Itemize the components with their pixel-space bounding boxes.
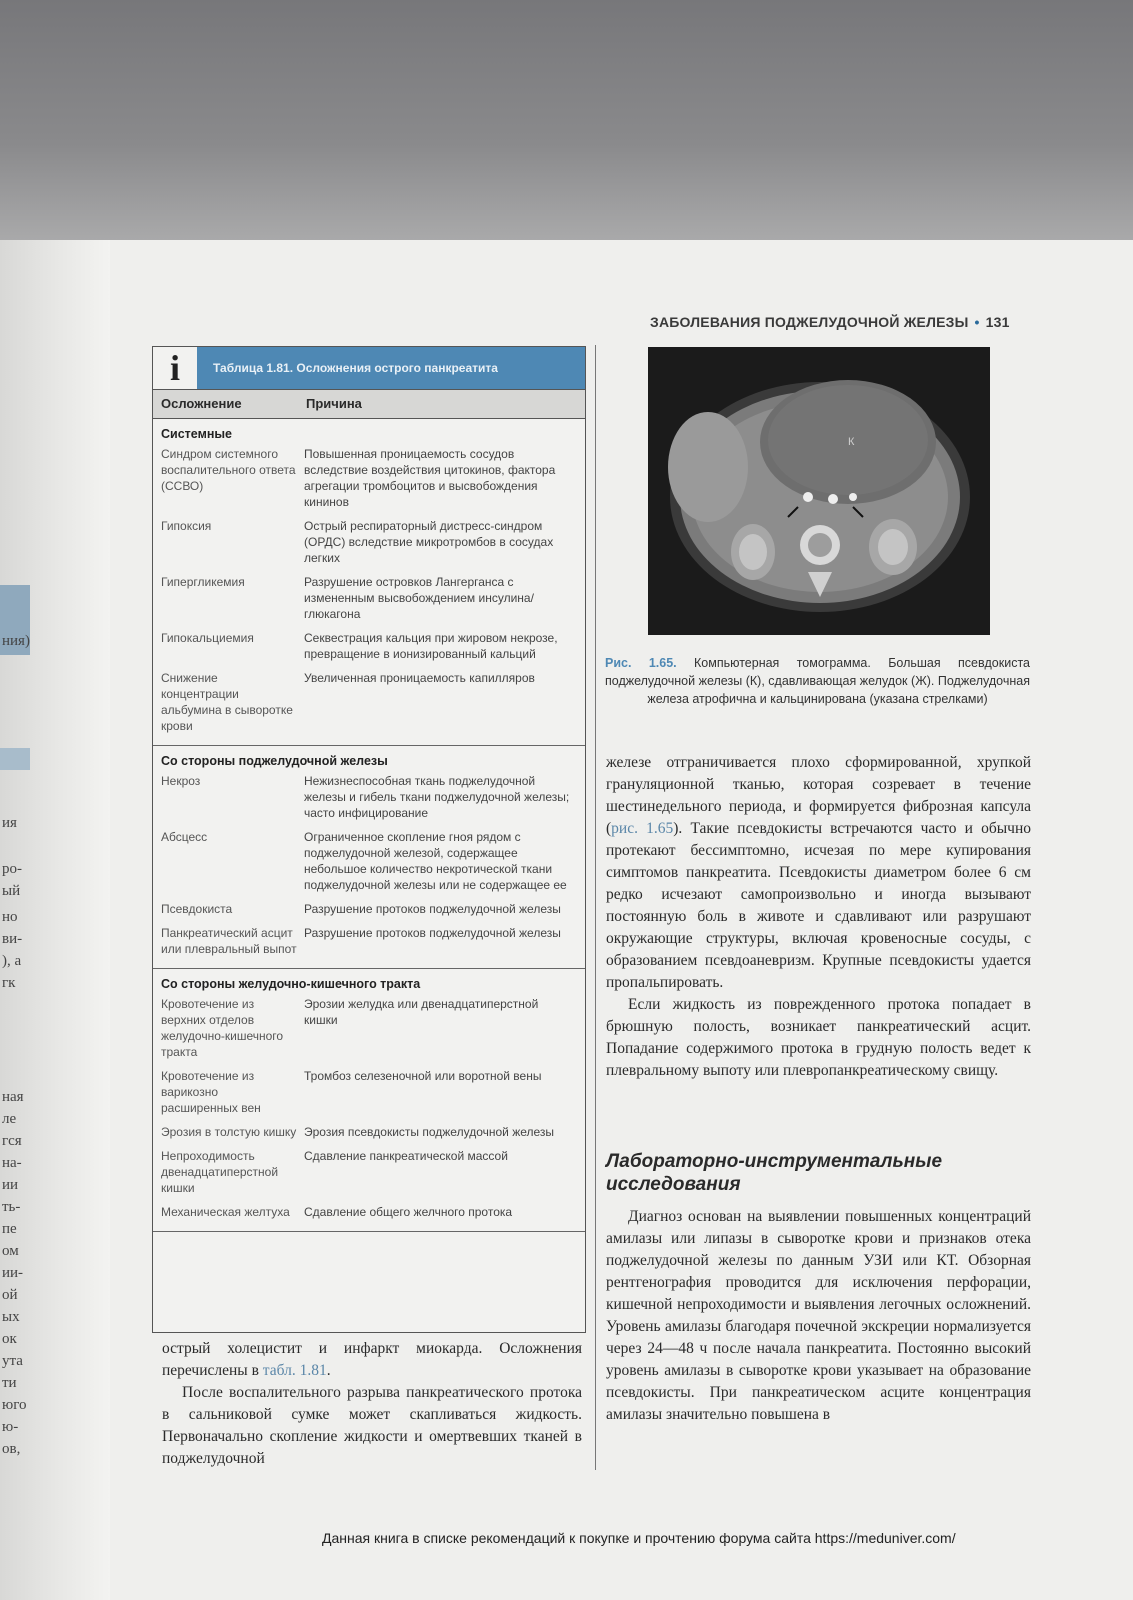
column-header-complication: Осложнение bbox=[161, 396, 242, 411]
table-cell-cause: Секвестрация кальция при жировом некрозе, превращение в ионизированный кальций bbox=[304, 631, 558, 661]
table-row bbox=[153, 1201, 585, 1225]
previous-page-fragment: ых bbox=[2, 1309, 20, 1325]
table-section-title: Со стороны поджелудочной железы bbox=[161, 754, 388, 768]
table-cell-complication: Панкреатический асцит или плевральный выпот bbox=[161, 926, 297, 956]
table-cell-cause: Повышенная проницаемость сосудов вследствие воздействия цитокинов, фактора агрегации тромбоцитов и высвобождения кининов bbox=[304, 447, 556, 509]
label-k: К bbox=[848, 436, 855, 448]
table-cell-complication: Синдром системного воспалительного ответа (ССВО) bbox=[161, 447, 296, 493]
table-row bbox=[153, 826, 585, 898]
info-icon: i bbox=[153, 347, 197, 389]
figure-caption-text: Компьютерная томограмма. Большая псевдокиста поджелудочной железы (К), сдавливающая желудок (Ж). Поджелудочная железа атрофична и кальцинирована (указана стрелками) bbox=[605, 656, 1030, 706]
section-subheading: Лабораторно-инструментальные исследования bbox=[606, 1151, 943, 1195]
table-cell-complication: Эрозия в толстую кишку bbox=[161, 1125, 297, 1139]
table-row bbox=[153, 922, 585, 962]
previous-page-fragment: гся bbox=[2, 1133, 22, 1149]
table-cell-cause: Эрозии желудка или двенадцатиперстной кишки bbox=[304, 997, 539, 1027]
table-cell-complication: Механическая желтуха bbox=[161, 1205, 290, 1219]
bullet-icon: • bbox=[974, 314, 980, 330]
table-row bbox=[153, 770, 585, 826]
previous-page-fragment: ой bbox=[2, 1287, 18, 1303]
table-cell-complication: Псевдокиста bbox=[161, 902, 233, 916]
table-body bbox=[153, 419, 585, 1232]
table-row bbox=[153, 1065, 585, 1121]
previous-page-fragment: ю- bbox=[2, 1419, 19, 1435]
text-run: железе отграничивается плохо сформированной, хрупкой грануляционной тканью, которая созревает в течение шестинедельного периода, и формируется фиброзная капсула ( bbox=[606, 754, 1031, 837]
table-cell-complication: Гипокальциемия bbox=[161, 631, 254, 645]
previous-page-fragment: ия bbox=[2, 815, 17, 831]
column-divider bbox=[595, 345, 596, 1470]
table-row bbox=[153, 443, 585, 515]
table-reference-link[interactable]: табл. 1.81 bbox=[262, 1362, 327, 1379]
table-column-headers bbox=[153, 389, 585, 419]
figure-caption bbox=[605, 654, 1030, 708]
previous-page-fragment: ута bbox=[2, 1353, 23, 1369]
previous-page-fragment: ов, bbox=[2, 1441, 21, 1457]
complications-table bbox=[152, 346, 586, 1333]
footer-note: Данная книга в списке рекомендаций к покупке и прочтению форума сайта https://meduniver.com/ bbox=[322, 1530, 956, 1546]
previous-page-fragment: ви- bbox=[2, 931, 23, 947]
table-cell-complication: Некроз bbox=[161, 774, 201, 788]
paragraph: После воспалительного разрыва панкреатического протока в сальниковой сумке может скапливаться жидкость. Первоначально скопление жидкости и омертвевших тканей в поджелудочной bbox=[162, 1384, 582, 1467]
table-cell-complication: Абсцесс bbox=[161, 830, 208, 844]
figure-reference-link[interactable]: рис. 1.65 bbox=[611, 820, 674, 837]
table-cell-cause: Тромбоз селезеночной или воротной вены bbox=[304, 1069, 542, 1083]
paragraph bbox=[162, 1338, 582, 1382]
table-row bbox=[153, 993, 585, 1065]
previous-page-fragment: ния) bbox=[2, 633, 30, 649]
table-cell-cause: Сдавление общего желчного протока bbox=[304, 1205, 513, 1219]
right-column-text bbox=[606, 752, 1031, 1082]
table-cell-cause: Увеличенная проницаемость капилляров bbox=[304, 671, 535, 685]
table-cell-complication: Гипоксия bbox=[161, 519, 212, 533]
table-row bbox=[153, 1145, 585, 1201]
table-cell-complication: Гипергликемия bbox=[161, 575, 245, 589]
table-section-title: Системные bbox=[161, 427, 232, 441]
table-cell-cause: Ограниченное скопление гноя рядом с поджелудочной железой, содержащее небольшое количество некротической ткани поджелудочной железы или не содержащее ее bbox=[304, 830, 567, 892]
column-header-cause: Причина bbox=[306, 396, 362, 411]
text-run: ). Такие псевдокисты встречаются часто и обычно протекают бессимптомно, исчезая по мере купирования симптомов панкреатита. Псевдокисты диаметром более 6 см редко исчезают самопроизвольно и иногда вызывают постоянную боль в животе и сдавливают или разрушают окружающие структуры, включая кровеносные сосуды, с образованием псевдоаневризм. Крупные псевдокисты удается пропальпировать. bbox=[606, 820, 1031, 991]
table-cell-cause: Нежизнеспособная ткань поджелудочной железы и гибель ткани поджелудочной железы; часто инфицирование bbox=[304, 774, 570, 820]
right-column-text-2 bbox=[606, 1206, 1031, 1426]
previous-page-fragment: ый bbox=[2, 883, 21, 899]
table-section-title: Со стороны желудочно-кишечного тракта bbox=[161, 977, 421, 991]
running-head bbox=[650, 314, 1050, 330]
previous-page-fragment: ии bbox=[2, 1177, 19, 1193]
previous-page-fragment: ро- bbox=[2, 861, 22, 877]
table-row bbox=[153, 1121, 585, 1145]
table-section bbox=[153, 419, 585, 746]
ct-scan-graphic bbox=[648, 347, 990, 635]
table-cell-cause: Эрозия псевдокисты поджелудочной железы bbox=[304, 1125, 555, 1139]
table-row bbox=[153, 515, 585, 571]
previous-page-fragment: ти bbox=[2, 1375, 17, 1391]
running-head-title: ЗАБОЛЕВАНИЯ ПОДЖЕЛУДОЧНОЙ ЖЕЛЕЗЫ bbox=[650, 314, 969, 330]
previous-page-fragment: ть- bbox=[2, 1199, 21, 1215]
previous-page-fragment: на- bbox=[2, 1155, 22, 1171]
table-title: Таблица 1.81. Осложнения острого панкреатита bbox=[213, 361, 498, 375]
table-section bbox=[153, 969, 585, 1232]
previous-page-table-fragment-2 bbox=[0, 748, 30, 770]
previous-page-fragment: ная bbox=[2, 1089, 24, 1105]
table-cell-cause: Разрушение протоков поджелудочной железы bbox=[304, 902, 561, 916]
previous-page-fragment: ок bbox=[2, 1331, 17, 1347]
table-cell-complication: Снижение концентрации альбумина в сыворотке крови bbox=[161, 671, 293, 733]
table-row bbox=[153, 667, 585, 739]
table-section bbox=[153, 746, 585, 969]
table-cell-complication: Непроходимость двенадцатиперстной кишки bbox=[161, 1149, 279, 1195]
book-gutter bbox=[0, 240, 110, 1600]
table-cell-complication: Кровотечение из варикозно расширенных вен bbox=[161, 1069, 261, 1115]
previous-page-fragment: ом bbox=[2, 1243, 19, 1259]
previous-page-fragment: ии- bbox=[2, 1265, 24, 1281]
left-column-text bbox=[162, 1338, 582, 1470]
table-cell-cause: Разрушение протоков поджелудочной железы bbox=[304, 926, 561, 940]
page-number: 131 bbox=[985, 314, 1010, 330]
table-header bbox=[153, 347, 585, 389]
table-row bbox=[153, 627, 585, 667]
previous-page-fragment: ), а bbox=[2, 953, 22, 969]
table-cell-cause: Разрушение островков Лангерганса с измененным высвобождением инсулина/глюкагона bbox=[304, 575, 534, 621]
ct-scan-image bbox=[648, 347, 990, 635]
previous-page-fragment: юго bbox=[2, 1397, 27, 1413]
table-row bbox=[153, 898, 585, 922]
previous-page-fragment: но bbox=[2, 909, 18, 925]
paragraph: Если жидкость из поврежденного протока попадает в брюшную полость, возникает панкреатический асцит. Попадание содержимого протока в грудную полость ведет к плевральному выпоту или плевропанкреатическому свищу. bbox=[606, 996, 1031, 1079]
previous-page-fragment: гк bbox=[2, 975, 16, 991]
text-run: . bbox=[326, 1362, 331, 1379]
scan-shadow-band bbox=[0, 0, 1133, 240]
previous-page-fragment: пе bbox=[2, 1221, 17, 1237]
table-cell-cause: Сдавление панкреатической массой bbox=[304, 1149, 508, 1163]
paragraph: Диагноз основан на выявлении повышенных концентраций амилазы или липазы в сыворотке крови и признаков отека поджелудочной железы по данным УЗИ или КТ. Обзорная рентгенография проводится для исключения перфорации, кишечной непроходимости и выявления легочных осложнений. Уровень амилазы благодаря почечной экскреции нормализуется через 24—48 ч после начала панкреатита. Постоянно высокий уровень амилазы в сыворотке крови указывает на образование псевдокисты. При панкреатическом асците концентрация амилазы значительно повышена в bbox=[606, 1208, 1031, 1423]
paragraph bbox=[606, 752, 1031, 994]
table-cell-cause: Острый респираторный дистресс-синдром (ОРДС) вследствие микротромбов в сосудах легких bbox=[304, 519, 554, 565]
table-cell-complication: Кровотечение из верхних отделов желудочно-кишечного тракта bbox=[161, 997, 284, 1059]
previous-page-fragment: ле bbox=[2, 1111, 17, 1127]
text-run: острый холецистит и инфаркт миокарда. Осложнения перечислены в bbox=[162, 1340, 582, 1379]
table-row bbox=[153, 571, 585, 627]
figure-label: Рис. 1.65. bbox=[605, 656, 677, 670]
